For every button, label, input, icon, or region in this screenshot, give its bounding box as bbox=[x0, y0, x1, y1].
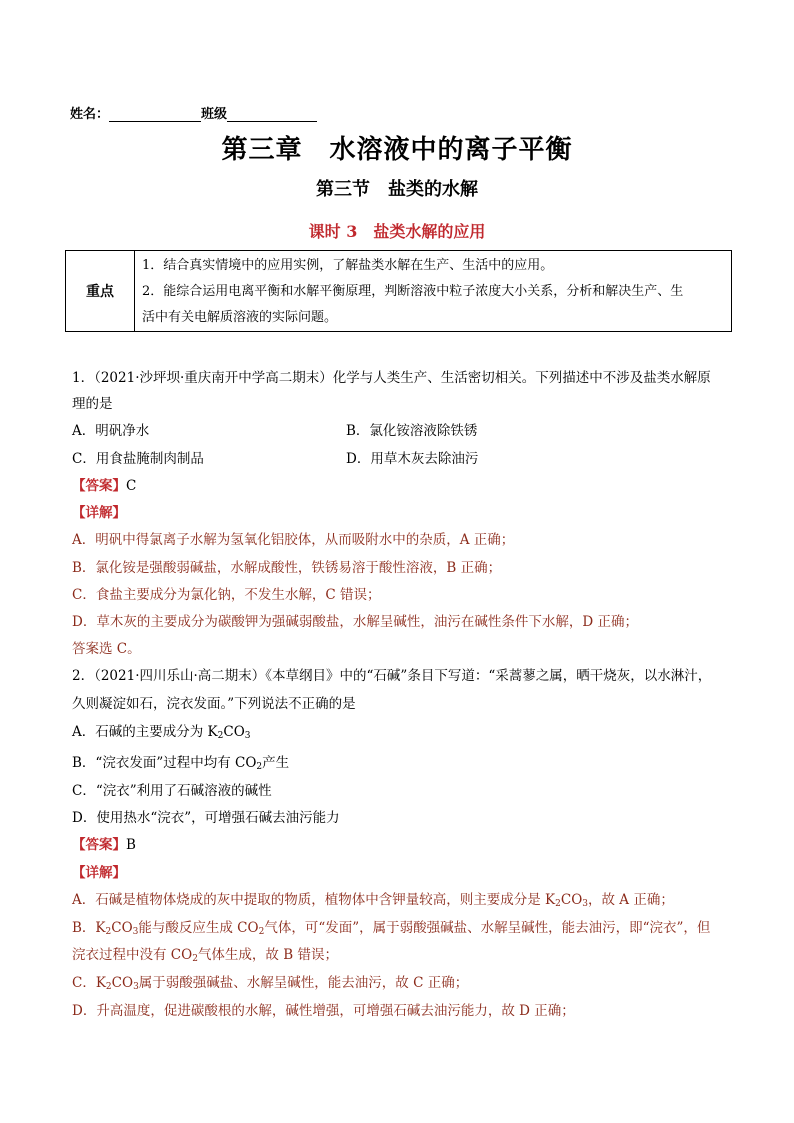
q1-detail-b: B．氯化铵是强酸弱碱盐，水解成酸性，铁锈易溶于酸性溶液，B 正确； bbox=[72, 560, 502, 576]
q2-detail-c-sub1: 2 bbox=[105, 982, 112, 992]
q2-detail-a-co: CO bbox=[560, 892, 583, 908]
q1-option-b: B．氯化铵溶液除铁锈 bbox=[346, 423, 478, 439]
section-title: 第三节 盐类的水解 bbox=[316, 179, 478, 200]
q2-detail-b-sub2: 3 bbox=[132, 927, 139, 937]
q2-detail-c-text: C．K bbox=[72, 975, 106, 991]
q2-option-b-text: B．“浣衣发面”过程中均有 CO bbox=[72, 755, 257, 771]
q2-answer-value: B bbox=[126, 837, 136, 853]
q2-option-b bbox=[72, 751, 289, 772]
q2-answer-label: 【答案】 bbox=[72, 837, 126, 853]
name-blank[interactable] bbox=[109, 109, 201, 122]
key-points-label: 重点 bbox=[66, 251, 135, 331]
q2-option-d: D．使用热水“浣衣”，可增强石碱去油污能力 bbox=[72, 810, 340, 826]
key-point-2b: 活中有关电解质溶液的实际问题。 bbox=[142, 310, 338, 325]
q1-option-c: C．用食盐腌制肉制品 bbox=[72, 451, 204, 467]
key-point-2a: 2．能综合运用电离平衡和水解平衡原理，判断溶液中粒子浓度大小关系，分析和解决生产、生 bbox=[142, 284, 684, 299]
q2-option-a bbox=[72, 720, 251, 741]
q1-answer-label: 【答案】 bbox=[72, 478, 126, 494]
name-class-row bbox=[70, 103, 317, 122]
q2-detail-a-post: ，故 A 正确； bbox=[588, 892, 674, 908]
q2-detail-b2-sub: 2 bbox=[192, 954, 198, 964]
q2-option-a-sub1: 2 bbox=[217, 731, 224, 741]
class-blank[interactable] bbox=[227, 109, 317, 122]
q2-option-b-sub: 2 bbox=[256, 762, 263, 772]
q2-detail-b2-text: 浣衣过程中没有 CO bbox=[72, 947, 193, 963]
q1-detail-a: A．明矾中得氯离子水解为氢氧化铝胶体，从而吸附水中的杂质，A 正确； bbox=[72, 532, 515, 548]
q2-detail-b-co: CO bbox=[111, 920, 133, 936]
q2-detail-b-line1 bbox=[72, 916, 710, 937]
q2-option-a-co: CO bbox=[223, 724, 245, 740]
q2-detail-c bbox=[72, 971, 468, 992]
q2-detail-a-text: A．石碱是植物体烧成的灰中提取的物质，植物体中含钾量较高，则主要成分是 K bbox=[72, 892, 556, 908]
q2-detail-c-sub2: 3 bbox=[133, 982, 139, 992]
q2-detail-d: D．升高温度，促进碳酸根的水解，碱性增强，可增强石碱去油污能力，故 D 正确； bbox=[72, 1003, 575, 1019]
q1-stem-line1: 1．（2021·沙坪坝·重庆南开中学高二期末）化学与人类生产、生活密切相关。下列描述中不涉及盐类水解原 bbox=[72, 370, 711, 386]
q1-option-a: A．明矾净水 bbox=[72, 423, 150, 439]
class-label: 班级 bbox=[201, 107, 228, 122]
key-point-1: 1．结合真实情境中的应用实例，了解盐类水解在生产、生活中的应用。 bbox=[142, 258, 554, 273]
q2-detail-label: 【详解】 bbox=[72, 865, 126, 881]
q2-option-b-post: 产生 bbox=[262, 755, 290, 771]
q2-option-c: C．“浣衣”利用了石碱溶液的碱性 bbox=[72, 783, 272, 799]
q2-detail-b-line2 bbox=[72, 943, 338, 964]
q1-answer-value: C bbox=[126, 478, 137, 494]
q2-detail-b-sub3: 2 bbox=[258, 927, 265, 937]
q2-option-a-text: A．石碱的主要成分为 K bbox=[72, 724, 218, 740]
q1-option-d: D．用草木灰去除油污 bbox=[346, 451, 479, 467]
q2-option-a-sub2: 3 bbox=[244, 731, 251, 741]
q1-stem-line2: 理的是 bbox=[72, 396, 113, 412]
q2-detail-c-post: 属于弱酸强碱盐、水解呈碱性，能去油污，故 C 正确； bbox=[138, 975, 469, 991]
q1-answer-line bbox=[72, 474, 136, 494]
q2-stem-line1: 2．（2021·四川乐山·高二期末）《本草纲目》中的“石碱”条目下写道：“采蒿蓼之属，晒干烧灰，以水淋汁， bbox=[72, 668, 712, 684]
q2-detail-a bbox=[72, 888, 674, 909]
chapter-title: 第三章 水溶液中的离子平衡 bbox=[221, 135, 573, 165]
lesson-title: 课时 3 盐类水解的应用 bbox=[308, 222, 486, 241]
q1-conclusion: 答案选 C。 bbox=[72, 641, 141, 657]
q2-detail-c-co: CO bbox=[111, 975, 134, 991]
q2-detail-a-sub2: 3 bbox=[582, 899, 588, 909]
q1-detail-c: C．食盐主要成分为氯化钠，不发生水解，C 错误； bbox=[72, 587, 381, 603]
q1-detail-label: 【详解】 bbox=[72, 505, 126, 521]
q2-detail-b-mid: 能与酸反应生成 CO bbox=[138, 920, 259, 936]
q1-detail-d: D．草木灰的主要成分为碳酸钾为强碱弱酸盐，水解呈碱性，油污在碱性条件下水解，D 正确； bbox=[72, 614, 638, 630]
q2-stem-line2: 久则凝淀如石，浣衣发面。”下列说法不正确的是 bbox=[72, 696, 356, 712]
q2-detail-b-post: 气体，可“发面”，属于弱酸强碱盐、水解呈碱性，能去油污，即“浣衣”，但 bbox=[264, 920, 711, 936]
q2-detail-b2-post: 气体生成，故 B 错误； bbox=[197, 947, 338, 963]
key-points-box bbox=[65, 250, 732, 332]
q2-answer-line bbox=[72, 833, 136, 853]
q2-detail-b-text: B．K bbox=[72, 920, 106, 936]
key-points-content bbox=[142, 253, 725, 331]
q2-detail-a-sub1: 2 bbox=[555, 899, 561, 909]
name-label: 姓名： bbox=[70, 107, 110, 122]
q2-detail-b-sub1: 2 bbox=[105, 927, 112, 937]
